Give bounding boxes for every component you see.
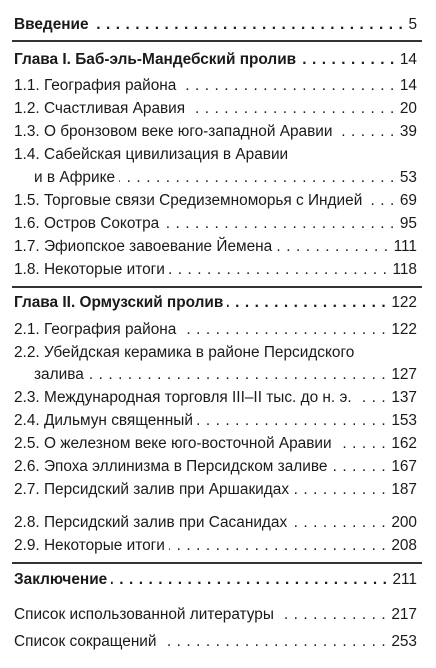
toc-chapter-1-heading[interactable] bbox=[14, 49, 417, 71]
toc-entry-page: 162 bbox=[391, 435, 417, 452]
toc-entry-1-5[interactable] bbox=[14, 190, 417, 212]
toc-entry-title-continuation: залива bbox=[34, 366, 84, 383]
dot-leader bbox=[169, 535, 386, 557]
dot-leader bbox=[180, 75, 395, 97]
toc-entry-page: 211 bbox=[392, 571, 417, 588]
dot-leader bbox=[336, 433, 387, 455]
toc-entry-conclusion[interactable] bbox=[14, 569, 417, 591]
toc-entry-2-3[interactable] bbox=[14, 387, 417, 409]
toc-entry-1-3[interactable] bbox=[14, 121, 417, 143]
toc-entry-title: 1.7. Эфиопское завоевание Йемена bbox=[14, 238, 273, 255]
toc-entry-2-9[interactable] bbox=[14, 535, 417, 557]
toc-entry-page: 14 bbox=[399, 51, 417, 68]
toc-entry-2-2[interactable] bbox=[14, 342, 354, 364]
divider bbox=[12, 562, 422, 564]
dot-leader bbox=[161, 631, 387, 653]
toc-entry-title: 1.4. Сабейская цивилизация в Аравии bbox=[14, 146, 289, 163]
toc-entry-1-4[interactable] bbox=[14, 144, 288, 166]
toc-entry-page: 95 bbox=[399, 215, 417, 232]
toc-entry-2-1[interactable] bbox=[14, 319, 417, 341]
dot-leader bbox=[291, 512, 386, 534]
toc-entry-2-7[interactable] bbox=[14, 479, 417, 501]
toc-entry-page: 69 bbox=[399, 192, 417, 209]
toc-entry-page: 53 bbox=[399, 169, 417, 186]
toc-entry-1-4-cont[interactable] bbox=[34, 167, 417, 189]
toc-entry-page: 127 bbox=[391, 366, 417, 383]
dot-leader bbox=[356, 387, 387, 409]
toc-entry-title: Список сокращений bbox=[14, 633, 157, 650]
dot-leader bbox=[111, 569, 387, 591]
toc-entry-page: 167 bbox=[391, 458, 417, 475]
toc-entry-title: 2.3. Международная торговля III–II тыс. до н. э. bbox=[14, 389, 352, 406]
toc-entry-title: 1.6. Остров Сокотра bbox=[14, 215, 160, 232]
toc-entry-1-7[interactable] bbox=[14, 236, 417, 258]
toc-chapter-2-heading[interactable] bbox=[14, 292, 417, 314]
toc-entry-title: 2.8. Персидский залив при Сасанидах bbox=[14, 514, 288, 531]
dot-leader bbox=[93, 14, 404, 36]
toc-entry-title: Список использованной литературы bbox=[14, 606, 274, 623]
dot-leader bbox=[336, 121, 394, 143]
toc-entry-title: Глава II. Ормузский пролив bbox=[14, 294, 224, 311]
toc-entry-bibliography[interactable] bbox=[14, 604, 417, 626]
dot-leader bbox=[293, 479, 386, 501]
dot-leader bbox=[278, 604, 386, 626]
dot-leader bbox=[227, 292, 386, 314]
toc-entry-title: 2.4. Дильмун священный bbox=[14, 412, 193, 429]
toc-entry-page: 5 bbox=[408, 16, 417, 33]
toc-entry-2-2-cont[interactable] bbox=[34, 364, 417, 386]
dot-leader bbox=[366, 190, 395, 212]
toc-entry-title: 2.5. О железном веке юго-восточной Аравии bbox=[14, 435, 332, 452]
toc-entry-2-8[interactable] bbox=[14, 512, 417, 534]
divider bbox=[12, 40, 422, 42]
toc-entry-page: 39 bbox=[399, 123, 417, 140]
divider bbox=[12, 286, 422, 288]
dot-leader bbox=[119, 167, 395, 189]
toc-entry-page: 14 bbox=[399, 77, 417, 94]
toc-entry-title: 2.7. Персидский залив при Аршакидах bbox=[14, 481, 290, 498]
toc-entry-title: Глава I. Баб-эль-Мандебский пролив bbox=[14, 51, 297, 68]
toc-entry-title: 1.1. География района bbox=[14, 77, 177, 94]
toc-entry-page: 122 bbox=[391, 294, 417, 311]
toc-entry-title: 1.5. Торговые связи Средиземноморья с Индией bbox=[14, 192, 363, 209]
toc-entry-title: 2.1. География района bbox=[14, 321, 177, 338]
toc-entry-2-4[interactable] bbox=[14, 410, 417, 432]
dot-leader bbox=[300, 49, 395, 71]
toc-entry-title: 2.9. Некоторые итоги bbox=[14, 537, 165, 554]
toc-entry-title: Заключение bbox=[14, 571, 108, 588]
toc-entry-page: 200 bbox=[391, 514, 417, 531]
toc-entry-title: 1.2. Счастливая Аравия bbox=[14, 100, 186, 117]
toc-entry-1-8[interactable] bbox=[14, 259, 417, 281]
dot-leader bbox=[189, 98, 395, 120]
toc-entry-1-2[interactable] bbox=[14, 98, 417, 120]
dot-leader bbox=[331, 456, 386, 478]
toc-entry-title: 1.3. О бронзовом веке юго-западной Аравии bbox=[14, 123, 333, 140]
toc-entry-page: 111 bbox=[393, 238, 417, 255]
dot-leader bbox=[88, 364, 387, 386]
toc-entry-title: 1.8. Некоторые итоги bbox=[14, 261, 165, 278]
toc-entry-page: 20 bbox=[399, 100, 417, 117]
toc-entry-title: Введение bbox=[14, 16, 89, 33]
toc-entry-title: 2.2. Убейдская керамика в районе Персидского bbox=[14, 344, 355, 361]
toc-entry-page: 118 bbox=[392, 261, 417, 278]
dot-leader bbox=[180, 319, 386, 341]
toc-entry-page: 122 bbox=[391, 321, 417, 338]
toc-entry-title-continuation: и в Африке bbox=[34, 169, 116, 186]
toc-entry-title: 2.6. Эпоха эллинизма в Персидском заливе bbox=[14, 458, 328, 475]
toc-entry-1-6[interactable] bbox=[14, 213, 417, 235]
dot-leader bbox=[163, 213, 395, 235]
dot-leader bbox=[169, 259, 388, 281]
toc-entry-1-1[interactable] bbox=[14, 75, 417, 97]
toc-entry-page: 253 bbox=[391, 633, 417, 650]
toc-entry-intro[interactable] bbox=[14, 14, 417, 36]
toc-entry-page: 217 bbox=[391, 606, 417, 623]
toc-entry-2-6[interactable] bbox=[14, 456, 417, 478]
dot-leader bbox=[197, 410, 386, 432]
toc-entry-abbreviations[interactable] bbox=[14, 631, 417, 653]
toc-entry-page: 153 bbox=[391, 412, 417, 429]
toc-entry-page: 208 bbox=[391, 537, 417, 554]
toc-entry-2-5[interactable] bbox=[14, 433, 417, 455]
toc-entry-page: 187 bbox=[391, 481, 417, 498]
dot-leader bbox=[276, 236, 388, 258]
toc-entry-page: 137 bbox=[391, 389, 417, 406]
